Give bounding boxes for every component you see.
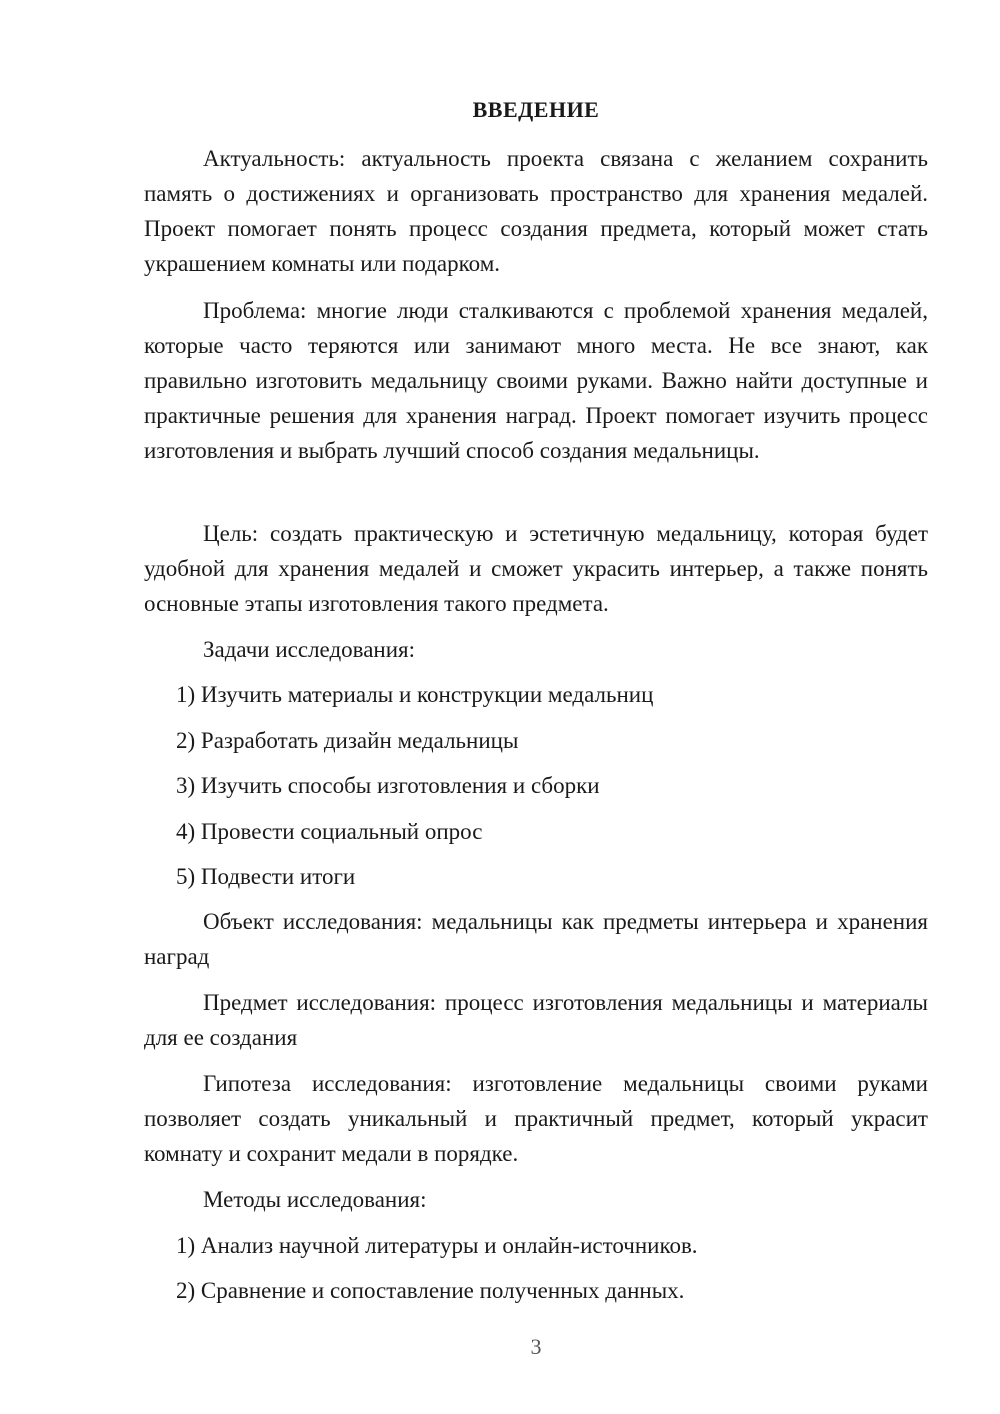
page-number: 3 xyxy=(530,1334,542,1359)
task-item: 4) Провести социальный опрос xyxy=(176,819,483,844)
paragraph-hypothesis: Гипотеза исследования: изготовление медальницы своими руками позволяет создать уникальный и практичный предмет, который украсит комнату и сохранит медали в порядке. xyxy=(144,1071,928,1166)
paragraph-problem: Проблема: многие люди сталкиваются с проблемой хранения медалей, которые часто теряются или занимают много места. Не все знают, как правильно изготовить медальницу своими руками. Важно найти доступные и практичные решения для хранения наград. Проект помогает изучить процесс изготовления и выбрать лучший способ создания медальницы. xyxy=(144,298,928,463)
page-title: ВВЕДЕНИЕ xyxy=(472,97,600,122)
paragraph-goal: Цель: создать практическую и эстетичную медальницу, которая будет удобной для хранения медалей и сможет украсить интерьер, а также понять основные этапы изготовления такого предмета. xyxy=(144,521,928,616)
method-item: 2) Сравнение и сопоставление полученных данных. xyxy=(176,1278,685,1303)
task-item: 5) Подвести итоги xyxy=(176,864,356,889)
paragraph-relevance: Актуальность: актуальность проекта связана с желанием сохранить память о достижениях и организовать пространство для хранения медалей. Проект помогает понять процесс создания предмета, который может стать украшением комнаты или подарком. xyxy=(144,146,928,276)
task-item: 3) Изучить способы изготовления и сборки xyxy=(176,773,600,798)
tasks-heading: Задачи исследования: xyxy=(203,637,416,662)
paragraph-object: Объект исследования: медальницы как предметы интерьера и хранения наград xyxy=(144,909,928,969)
method-item: 1) Анализ научной литературы и онлайн-источников. xyxy=(176,1233,698,1258)
paragraph-subject: Предмет исследования: процесс изготовления медальницы и материалы для ее создания xyxy=(144,990,928,1050)
task-item: 2) Разработать дизайн медальницы xyxy=(176,728,519,753)
methods-heading: Методы исследования: xyxy=(203,1187,427,1212)
task-item: 1) Изучить материалы и конструкции медальниц xyxy=(176,682,654,707)
